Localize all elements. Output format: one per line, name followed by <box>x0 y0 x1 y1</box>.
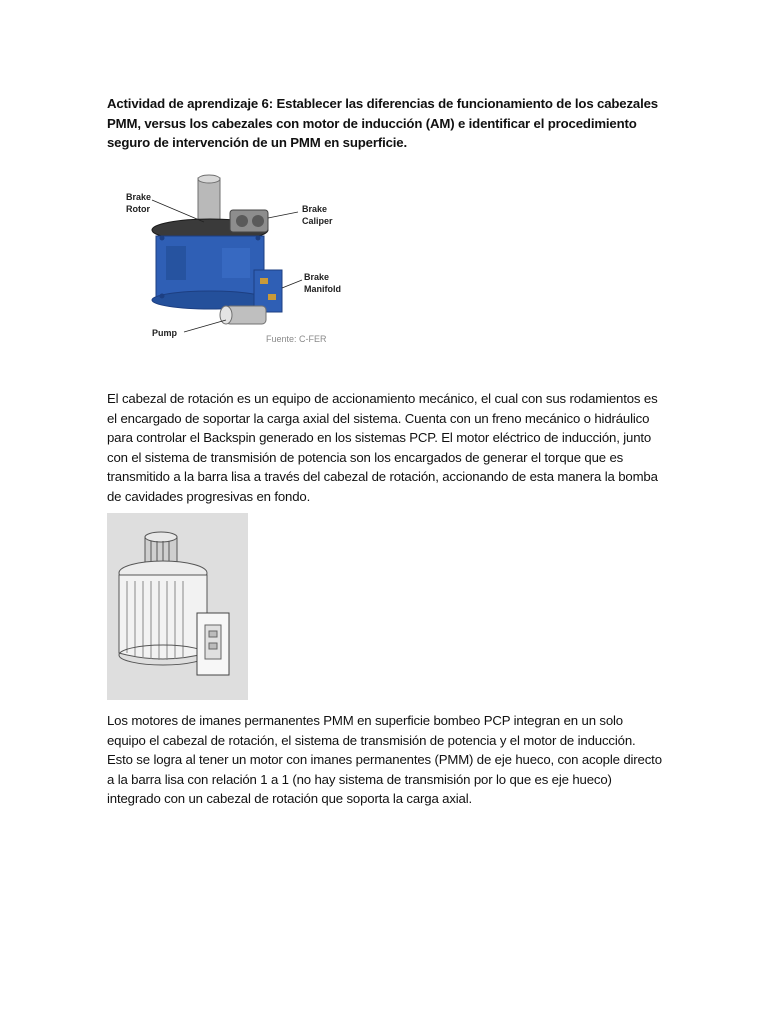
pmm-motor-figure <box>107 513 248 700</box>
label-brake-rotor-line2: Rotor <box>126 204 150 214</box>
pmm-motor-body <box>119 575 207 659</box>
label-pump: Pump <box>152 328 178 338</box>
paragraph-pmm-motors: Los motores de imanes permanentes PMM en superficie bombeo PCP integran en un solo equipo el cabezal de rotación, el sistema de transmisión de potencia y el motor de inducción. Esto se logra al tener un motor con imanes permanentes (PMM) de eje hueco, con acople directo a la barra lisa con relación 1 a 1 (no hay sistema de transmisión por lo que es eje hueco) integrado con un cabezal de rotación que soporta la carga axial. <box>107 713 662 806</box>
document-title: Actividad de aprendizaje 6: Establecer las diferencias de funcionamiento de los cabezales PMM, versus los cabezales con motor de inducción (AM) e identificar el procedimiento seguro de intervención de un PMM en superficie. <box>107 96 658 150</box>
label-brake-caliper-line2: Caliper <box>302 216 333 226</box>
label-brake-caliper-line1: Brake <box>302 204 328 214</box>
brake-head-illustration <box>118 170 350 348</box>
label-brake-rotor-line1: Brake <box>126 192 152 202</box>
paragraph-rotation-head: El cabezal de rotación es un equipo de accionamiento mecánico, el cual con sus rodamientos es el encargado de soportar la carga axial del sistema. Cuenta con un freno mecánico o hidráulico para controlar el Backspin generado en los sistemas PCP. El motor eléctrico de inducción, junto con el sistema de transmisión de potencia son los encargados de generar el torque que es transmitido a la barra lisa a través del cabezal de rotación, accionando de esta manera la bomba de cavidades progresivas en fondo. <box>107 391 658 504</box>
pmm-motor-illustration <box>107 513 248 700</box>
label-brake-manifold-line2: Manifold <box>304 284 341 294</box>
brake-head-diagram <box>118 170 350 348</box>
figure-source: Fuente: C-FER <box>266 334 327 344</box>
label-brake-manifold-line1: Brake <box>304 272 330 282</box>
